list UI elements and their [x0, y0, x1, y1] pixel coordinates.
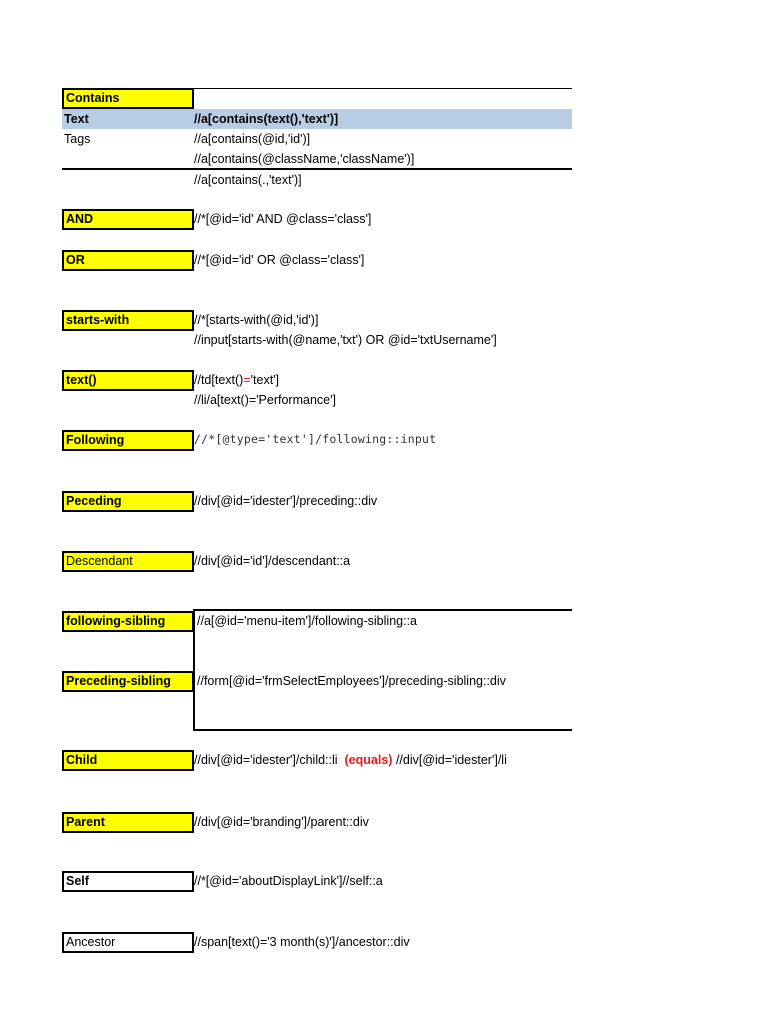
expr-descendant: //div[@id='id']/descendant::a: [194, 554, 351, 568]
expr-preceding-sibling: //form[@id='frmSelectEmployees']/preceding-sibling::div: [197, 674, 506, 688]
expr-child: [194, 750, 507, 770]
expr-preceding: //div[@id='idester']/preceding::div: [194, 494, 378, 508]
divider-contains: [62, 168, 572, 170]
expr-parent: //div[@id='branding']/parent::div: [194, 815, 369, 829]
expr-starts-with-name: //input[starts-with(@name,'txt') OR @id='txtUsername']: [194, 333, 497, 347]
expr-following: //*[@type='text']/following::input: [194, 432, 437, 446]
label-self: Self: [62, 871, 194, 892]
expr-child-b: //div[@id='idester']/li: [395, 753, 507, 767]
expr-child-a: //div[@id='idester']/child::li: [194, 753, 338, 767]
expr-text-fn-td: [194, 370, 279, 390]
label-tags: Tags: [64, 132, 91, 146]
expr-and: //*[@id='id' AND @class='class']: [194, 212, 372, 226]
expr-text-fn-td-a: //td[text(): [194, 373, 244, 387]
expr-starts-with-id: //*[starts-with(@id,'id')]: [194, 313, 319, 327]
expr-contains-classname: //a[contains(@className,'className')]: [194, 152, 415, 166]
label-preceding-sibling: Preceding-sibling: [62, 671, 194, 692]
expr-or: //*[@id='id' OR @class='class']: [194, 253, 365, 267]
label-or: OR: [62, 250, 194, 271]
label-following-sibling: following-sibling: [62, 611, 194, 632]
expr-ancestor: //span[text()='3 month(s)']/ancestor::div: [194, 935, 410, 949]
label-preceding: Peceding: [62, 491, 194, 512]
expr-following-sibling: //a[@id='menu-item']/following-sibling::a: [197, 614, 417, 628]
label-child: Child: [62, 750, 194, 771]
expr-text-fn-li: //li/a[text()='Performance']: [194, 393, 336, 407]
equals-note: (equals): [344, 753, 393, 767]
label-ancestor: Ancestor: [62, 932, 194, 953]
expr-contains-id: //a[contains(@id,'id')]: [194, 132, 311, 146]
top-border: [194, 88, 572, 89]
label-and: AND: [62, 209, 194, 230]
label-contains: Contains: [62, 88, 194, 109]
expr-contains-text: //a[contains(text(),'text')]: [194, 112, 339, 126]
expr-text-fn-eq: =: [243, 373, 251, 387]
label-descendant: Descendant: [62, 551, 194, 572]
label-parent: Parent: [62, 812, 194, 833]
label-text: Text: [64, 112, 89, 126]
expr-text-fn-td-b: 'text']: [250, 373, 280, 387]
sibling-box-bottom: [194, 729, 572, 731]
expr-self: //*[@id='aboutDisplayLink']//self::a: [194, 874, 383, 888]
label-text-fn: text(): [62, 370, 194, 391]
expr-contains-dot: //a[contains(.,'text')]: [194, 173, 302, 187]
label-starts-with: starts-with: [62, 310, 194, 331]
label-following: Following: [62, 430, 194, 451]
